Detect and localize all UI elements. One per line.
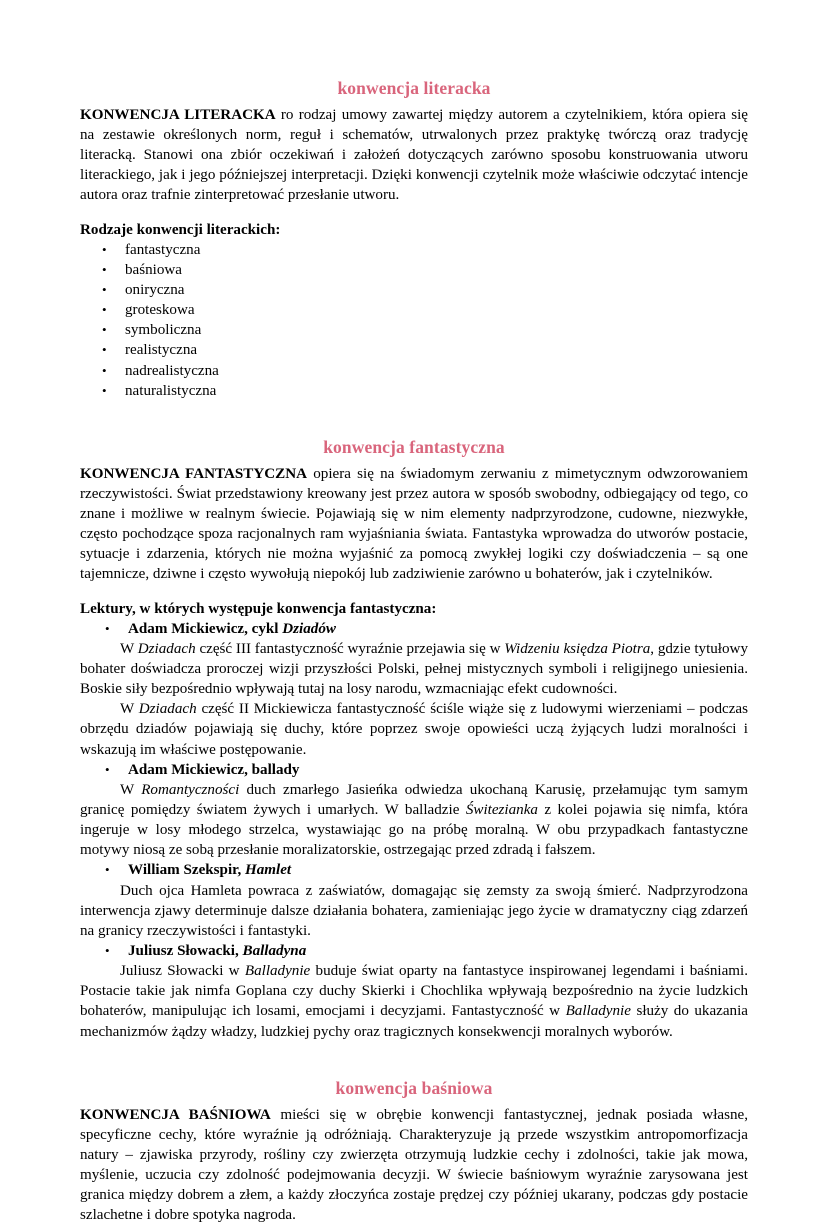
- title-reference: Romantyczności: [141, 781, 240, 798]
- lead-term-basniowa: KONWENCJA BAŚNIOWA: [80, 1106, 271, 1123]
- work-title: • Adam Mickiewicz, cykl Dziadów: [80, 619, 748, 639]
- spacer: [80, 206, 748, 220]
- lead-term-literacka: KONWENCJA LITERACKA: [80, 106, 276, 123]
- title-reference: Widzeniu księdza Piotra: [504, 640, 651, 657]
- work-title-italic: Hamlet: [245, 862, 292, 879]
- title-reference: Dziadach: [137, 640, 196, 657]
- paragraph-basniowa-definition: [80, 1105, 748, 1225]
- convention-types-list: [80, 240, 748, 401]
- fantastic-works-list: [80, 619, 748, 1042]
- paragraph-literacka-definition: [80, 105, 748, 206]
- list-item: • realistyczna: [80, 340, 748, 360]
- work-paragraph: Juliusz Słowacki w Balladynie buduje świat oparty na fantastyce inspirowanej legendami i baśniami. Postacie takie jak nimfa Goplana czy duchy Skierki i Chochlika wpływają bezpośrednio na życie ludzkich bohaterów, manipulując ich losami, emocjami i decyzjami. Fantastyczność w Balladynie służy do ukazania mechanizmów żądzy władzy, ludzkiej pychy oraz tragicznych konsekwencji moralnych wyborów.: [80, 963, 749, 1040]
- works-heading-fantastyczna: Lektury, w których występuje konwencja fantastyczna:: [80, 600, 437, 617]
- paragraph-literacka-text: ro rodzaj umowy zawartej między autorem a czytelnikiem, która opiera się na zestawie określonych norm, reguł i schematów, utrwalonych przez praktykę twórczą oraz tradycję literacką. Stanowi ona zbiór oczekiwań i założeń dotyczących zarówno sposobu konstruowania utworu literackiego, jak i jego późniejszej interpretacji. Dzięki konwencji czytelnik może właściwie odczytać intencje autora oraz trafnie zinterpretować przesłanie utworu.: [80, 106, 748, 204]
- work-item: [80, 941, 748, 1042]
- paragraph-fantastyczna-definition: [80, 464, 748, 585]
- list-item: • symboliczna: [80, 320, 748, 340]
- work-title: • William Szekspir, Hamlet: [80, 860, 748, 880]
- work-item: [80, 860, 748, 941]
- paragraph-fantastyczna-text: opiera się na świadomym zerwaniu z mimetycznym odwzorowaniem rzeczywistości. Świat przedstawiony kreowany jest przez autora w sposób swobodny, odbiegający od tego, co znane i możliwe w realnym świecie. Pojawiają się w nim elementy nadprzyrodzone, cudowne, niezwykłe, często pochodzące spoza racjonalnych ram wyjaśniania świata. Fantastyka wprowadza do utworów postacie, sytuacje i zdarzenia, których nie można wyjaśnić za pomocą zwykłej logiki czy doświadczenia – są one tajemnicze, dziwne i często wywołują niepokój lub zadziwienie zarówno u bohaterów, jak i czytelników.: [80, 465, 749, 583]
- work-paragraph: W Dziadach część III fantastyczność wyraźnie przejawia się w Widzeniu księdza Piotra, gdzie tytułowy bohater doświadcza proroczej wizji przyszłości Polski, pełnej mistycznych symboli i religijnego uniesienia. Boskie siły bezpośrednio wpływają tutaj na losy narodu, wzmacniając efekt cudowności.: [80, 640, 748, 698]
- work-title-italic: Balladyna: [242, 942, 307, 959]
- list-item: • fantastyczna: [80, 240, 748, 260]
- list-item: • baśniowa: [80, 260, 748, 280]
- list-item: • groteskowa: [80, 300, 748, 320]
- work-item: [80, 760, 748, 861]
- title-reference: Świtezianka: [465, 801, 538, 818]
- work-paragraph: W Romantyczności duch zmarłego Jasieńka odwiedza ukochaną Karusię, przełamując tym samym granicę pomiędzy światem żywych i umarłych. W balladzie Świtezianka z kolei pojawia się nimfa, która ingeruje w losy młodego strzelca, wystawiając go na próbę moralną. W obu przypadkach fantastyczne motywy niosą ze sobą przesłanie moralizatorskie, ostrzegając przed zdradą i fałszem.: [80, 781, 748, 859]
- section-heading-basniowa: konwencja baśniowa: [335, 1077, 493, 1098]
- spacer: [80, 585, 748, 599]
- work-title: • Adam Mickiewicz, ballady: [80, 760, 748, 780]
- work-paragraph: W Dziadach część II Mickiewicza fantastyczność ściśle wiąże się z ludowymi wierzeniami – podczas obrzędu dziadów pojawiają się duchy, które poprzez swoje opowieści uczą żyjących ludzi moralności i wskazują im właściwe postępowanie.: [80, 701, 748, 758]
- title-reference: Balladynie: [244, 963, 311, 980]
- title-reference: Dziadach: [138, 701, 197, 718]
- lead-term-fantastyczna: KONWENCJA FANTASTYCZNA: [80, 465, 308, 482]
- list-item: • oniryczna: [80, 280, 748, 300]
- list-item: • nadrealistyczna: [80, 361, 748, 381]
- work-title-italic: Dziadów: [282, 620, 336, 637]
- title-reference: Balladynie: [565, 1003, 631, 1020]
- list-heading-rodzaje: Rodzaje konwencji literackich:: [80, 221, 281, 238]
- section-heading-literacka: konwencja literacka: [337, 78, 491, 98]
- work-item: [80, 619, 748, 760]
- document-body: [80, 78, 748, 1225]
- work-title: • Juliusz Słowacki, Balladyna: [80, 941, 748, 961]
- work-paragraph: Duch ojca Hamleta powraca z zaświatów, domagając się zemsty za swoją śmierć. Nadprzyrodzona interwencja zjawy determinuje dalsze działania bohatera, zamieniając jego życie w dramatyczny ciąg zdarzeń na granicy rzeczywistości i fantastyki.: [80, 882, 748, 939]
- list-item: • naturalistyczna: [80, 381, 748, 401]
- section-heading-fantastyczna: konwencja fantastyczna: [323, 436, 505, 457]
- paragraph-basniowa-text: mieści się w obrębie konwencji fantastycznej, jednak posiada własne, specyficzne cechy, które wyraźnie ją odróżniają. Charakteryzuje ją przede wszystkim antropomorfizacja natury – zjawiska przyrody, rośliny czy zwierzęta otrzymują ludzkie cechy i zdolności, takie jak mowa, myślenie, uczucia czy zdolność podejmowania decyzji. W świecie baśniowym wyraźnie zarysowana jest granica między dobrem a złem, a każdy złoczyńca zostaje prędzej czy później ukarany, podczas gdy postacie szlachetne i dobre spotyka nagroda.: [80, 1106, 748, 1224]
